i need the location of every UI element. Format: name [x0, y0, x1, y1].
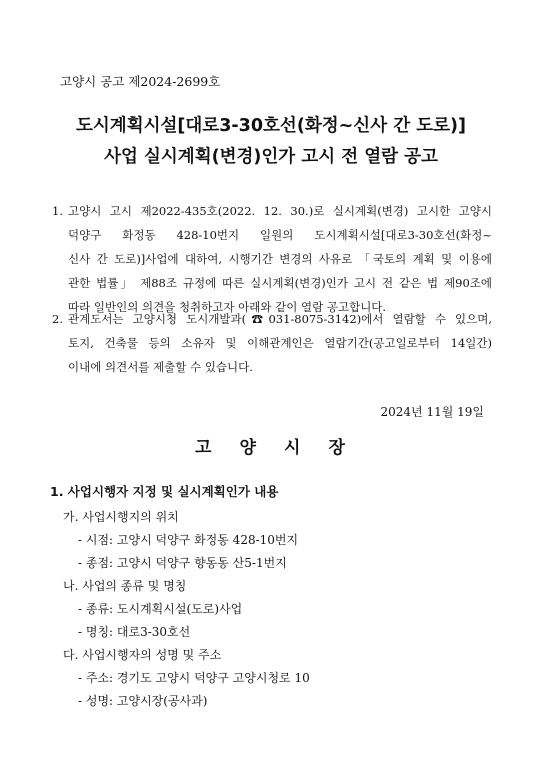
paragraph-line: 토지, 건축물 등의 소유자 및 이해관계인은 열람기간(공고일로부터 14일간): [68, 336, 492, 350]
paragraph-line: 관계도서는 고양시청 도시개발과(☎031-8075-3142)에서 열람할 수 있으며,: [68, 312, 492, 326]
paragraph-line: 덕양구 화정동 428-10번지 일원의 도시계획시설[대로3-30호선(화정~: [68, 228, 492, 242]
subsection-operator: 다. 사업시행자의 성명 및 주소: [63, 648, 222, 662]
signer-char: 고: [195, 438, 212, 458]
paragraph-1: [52, 199, 492, 319]
signer-name: [195, 433, 345, 458]
paragraph-line: 신사 간 도로)]사업에 대하여, 시행기간 변경의 사유로 「국토의 계획 및 이용에: [68, 252, 492, 266]
list-item: - 명칭: 대로3-30호선: [78, 625, 191, 639]
document-title-line2: 사업 실시계획(변경)인가 고시 전 열람 공고: [104, 147, 438, 167]
list-item: - 종류: 도시계획시설(도로)사업: [78, 602, 243, 616]
paragraph-line: 고양시 고시 제2022-435호(2022. 12. 30.)로 실시계획(변경) 고시한 고양시: [68, 204, 492, 218]
paragraph-line: 이내에 의견서를 제출할 수 있습니다.: [68, 360, 253, 374]
subsection-location: 가. 사업시행지의 위치: [63, 510, 179, 524]
list-item: - 시점: 고양시 덕양구 화정동 428-10번지: [78, 533, 299, 547]
list-item: - 종점: 고양시 덕양구 향동동 산5-1번지: [78, 556, 287, 570]
document-title-line1: 도시계획시설[대로3-30호선(화정~신사 간 도로)]: [75, 116, 467, 136]
signer-char: 장: [328, 438, 345, 458]
signer-char: 시: [284, 438, 301, 458]
notice-date: 2024년 11월 19일: [380, 405, 484, 419]
signer-char: 양: [239, 438, 256, 458]
paragraph-line: 관한 법률」 제88조 규정에 따른 실시계획(변경)인가 고시 전 같은 법 제90조에: [68, 276, 492, 290]
section-heading: 1. 사업시행자 지정 및 실시계획인가 내용: [50, 484, 279, 499]
list-item: - 주소: 경기도 고양시 덕양구 고양시청로 10: [78, 671, 310, 685]
notice-number: 고양시 공고 제2024-2699호: [60, 74, 221, 89]
paragraph-2: [52, 307, 492, 379]
paragraph-number: 1.: [52, 204, 63, 218]
list-item: - 성명: 고양시장(공사과): [78, 694, 208, 708]
paragraph-number: 2.: [52, 312, 63, 326]
paragraph-line: 따라 일반인의 의견을 청취하고자 아래와 같이 열람 공고합니다.: [68, 300, 387, 314]
subsection-type: 나. 사업의 종류 및 명칭: [63, 579, 187, 593]
